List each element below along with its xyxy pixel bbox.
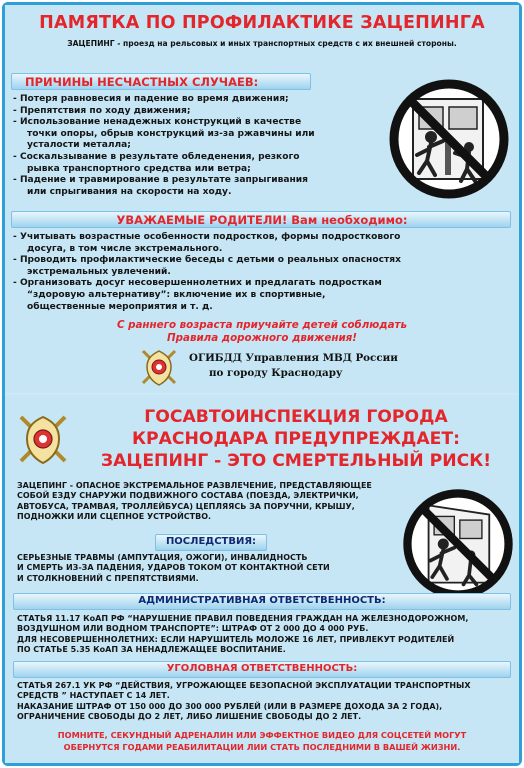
traffic-police-emblem-icon — [137, 345, 181, 389]
list-item: - Падение и травмирование в результате запрыгивания — [13, 175, 309, 186]
warning-section — [5, 395, 519, 763]
slogan-line-1: С раннего возраста приучайте детей соблюдать — [116, 319, 408, 331]
consequences-line: СЕРЬЕЗНЫЕ ТРАВМЫ (АМПУТАЦИЯ, ОЖОГИ), ИНВАЛИДНОСТЬ — [17, 553, 308, 562]
admin-heading: АДМИНИСТРАТИВНАЯ ОТВЕТСТВЕННОСТЬ: — [138, 595, 386, 606]
org-line-1: ОГИБДД Управления МВД России — [189, 352, 398, 364]
slogan-line-2: Правила дорожного движения! — [167, 332, 357, 344]
causes-heading: ПРИЧИНЫ НЕСЧАСТНЫХ СЛУЧАЕВ: — [25, 75, 259, 89]
list-item: - Соскальзывание в результате обледенения, резкого — [13, 151, 300, 162]
criminal-heading: УГОЛОВНАЯ ОТВЕТСТВЕННОСТЬ: — [166, 663, 358, 674]
org-line-2: по городу Краснодару — [209, 367, 343, 379]
parents-list — [13, 232, 513, 313]
no-train-surfing-icon — [387, 77, 511, 201]
reminder-line: ПОМНИТЕ, СЕКУНДНЫЙ АДРЕНАЛИН ИЛИ ЭФФЕКТНОЕ ВИДЕО ДЛЯ СОЦСЕТЕЙ МОГУТ — [57, 730, 467, 740]
list-item: точки опоры, обрыв конструкций из-за ржавчины или — [27, 128, 315, 139]
criminal-line: ОГРАНИЧЕНИЕ СВОБОДЫ ДО 2 ЛЕТ, ЛИБО ЛИШЕНИЕ СВОБОДЫ ДО 2 ЛЕТ. — [17, 712, 362, 722]
definition-text — [17, 481, 397, 523]
poster — [2, 2, 522, 766]
list-item: - Проводить профилактические беседы с детьми о реальных опасностях — [13, 255, 401, 266]
list-item: - Потеря равновесия и падение во время движения; — [13, 94, 289, 104]
memo-title: ПАМЯТКА ПО ПРОФИЛАКТИКЕ ЗАЦЕПИНГА — [39, 13, 485, 33]
warning-title-line-2: КРАСНОДАРА ПРЕДУПРЕЖДАЕТ: — [131, 429, 461, 449]
consequences-line: И СТОЛКНОВЕНИЙ С ПРЕПЯТСТВИЯМИ. — [17, 573, 199, 583]
list-item: экстремальных увлечений. — [27, 266, 171, 277]
admin-line: ПО СТАТЬЕ 5.35 КоАП ЗА НЕНАДЛЕЖАЩЕЕ ВОСПИТАНИЕ. — [17, 645, 286, 655]
list-item: - Препятствия по ходу движения; — [13, 105, 191, 116]
traffic-police-emblem-icon — [13, 409, 73, 469]
reminder-text — [5, 729, 519, 753]
reminder-line: ОБЕРНУТСЯ ГОДАМИ РЕАБИЛИТАЦИИ ЛИИ СТАТЬ ПОСЛЕДНИМИ В ВАШЕЙ ЖИЗНИ. — [63, 742, 461, 752]
no-train-surfing-icon — [401, 487, 515, 601]
definition-line: АВТОБУСА, ТРАМВАЯ, ТРОЛЛЕЙБУСА) ЦЕПЛЯЯСЬ ЗА ПОРУЧНИ, КРЫШУ, — [17, 501, 355, 511]
definition-line: ЗАЦЕПИНГ - ОПАСНОЕ ЭКСТРЕМАЛЬНОЕ РАЗВЛЕЧЕНИЕ, ПРЕДСТАВЛЯЮЩЕЕ — [17, 481, 372, 490]
consequences-text — [17, 553, 397, 584]
list-item: - Организовать досуг несовершеннолетних и предлагать подросткам — [13, 278, 382, 289]
consequences-line: И СМЕРТЬ ИЗ-ЗА ПАДЕНИЯ, УДАРОВ ТОКОМ ОТ КОНТАКТНОЙ СЕТИ — [17, 563, 330, 573]
causes-list — [13, 94, 383, 198]
criminal-text — [17, 681, 517, 723]
parents-heading: УВАЖАЕМЫЕ РОДИТЕЛИ! Вам необходимо: — [116, 213, 408, 227]
consequences-heading: ПОСЛЕДСТВИЯ: — [165, 536, 257, 547]
list-item: “здоровую альтернативу”: включение их в спортивные, — [27, 289, 326, 300]
list-item: - Использование ненадежных конструкций в качестве — [13, 117, 302, 128]
definition-line: СОБОЙ ЕЗДУ СНАРУЖИ ПОДВИЖНОГО СОСТАВА (ПОЕЗДА, ЭЛЕКТРИЧКИ, — [17, 491, 359, 501]
list-item: досуга, в том числе экстремального. — [27, 243, 223, 254]
criminal-line: СТАТЬЯ 267.1 УК РФ “ДЕЙСТВИЯ, УГРОЖАЮЩЕЕ БЕЗОПАСНОЙ ЭКСПЛУАТАЦИИ ТРАНСПОРТНЫХ — [17, 681, 471, 690]
criminal-line: НАКАЗАНИЕ ШТРАФ ОТ 150 000 ДО 300 000 РУБЛЕЙ (ИЛИ В РАЗМЕРЕ ДОХОДА ЗА 2 ГОДА), — [17, 701, 443, 711]
criminal-line: СРЕДСТВ ” НАСТУПАЕТ С 14 ЛЕТ. — [17, 691, 170, 701]
list-item: общественные мероприятия и т. д. — [27, 301, 213, 312]
admin-line: ВОЗДУШНОМ ИЛИ ВОДНОМ ТРАНСПОРТЕ”: ШТРАФ ОТ 2 000 ДО 4 000 РУБ. — [17, 624, 369, 634]
list-item: усталости металла; — [27, 140, 131, 151]
definition-line: ПОДНОЖКИ ИЛИ СЦЕПНОЕ УСТРОЙСТВО. — [17, 512, 212, 522]
list-item: - Учитывать возрастные особенности подростков, формы подросткового — [13, 232, 401, 242]
list-item: или спрыгивания на скорости на ходу. — [27, 186, 232, 197]
warning-title-line-1: ГОСАВТОИНСПЕКЦИЯ ГОРОДА — [144, 407, 448, 427]
list-item: рывка транспортного средства или ветра; — [27, 163, 251, 174]
warning-title-line-3: ЗАЦЕПИНГ - ЭТО СМЕРТЕЛЬНЫЙ РИСК! — [100, 451, 492, 471]
memo-subtitle: ЗАЦЕПИНГ - проезд на рельсовых и иных транспортных средств с их внешней стороны. — [67, 39, 457, 48]
memo-section — [5, 5, 519, 393]
admin-text — [17, 614, 517, 656]
admin-line: ДЛЯ НЕСОВЕРШЕННОЛЕТНИХ: ЕСЛИ НАРУШИТЕЛЬ МОЛОЖЕ 16 ЛЕТ, ПРИВЛЕКУТ РОДИТЕЛЕЙ — [17, 634, 455, 644]
admin-line: СТАТЬЯ 11.17 КоАП РФ “НАРУШЕНИЕ ПРАВИЛ ПОВЕДЕНИЯ ГРАЖДАН НА ЖЕЛЕЗНОДОРОЖНОМ, — [17, 614, 469, 623]
